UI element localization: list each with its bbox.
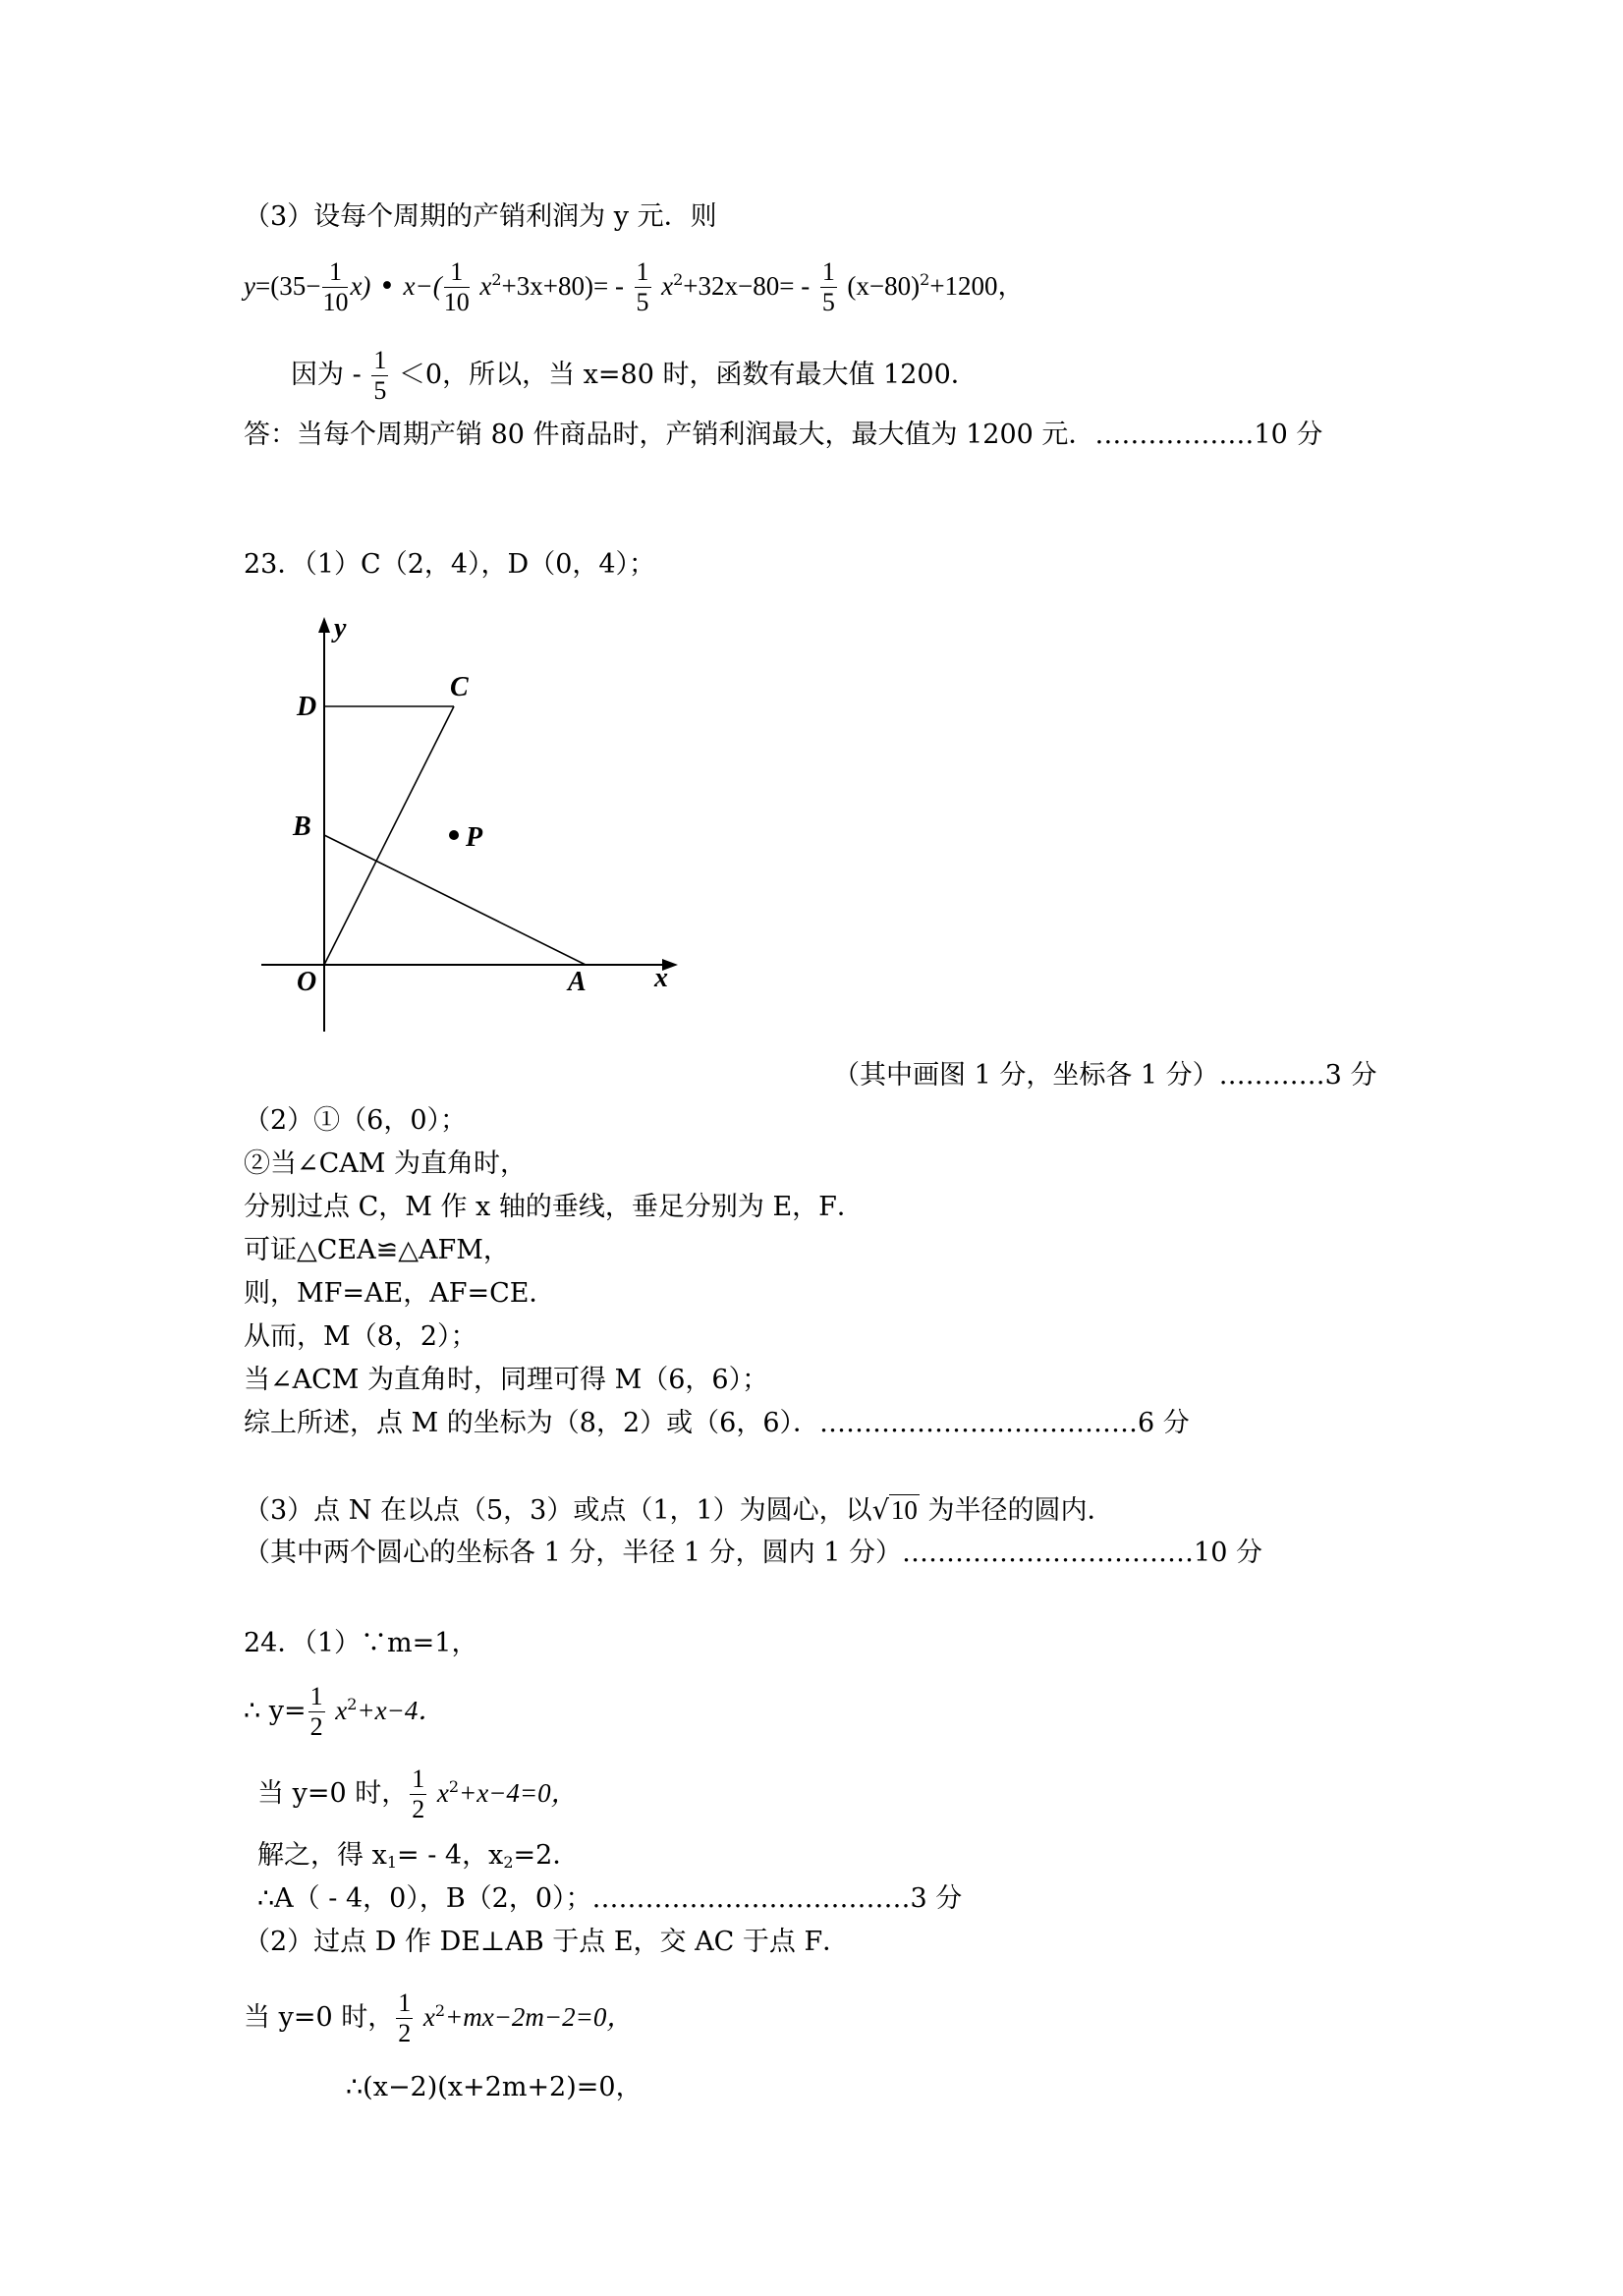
q24-eq3: 当 y=0 时， $\frac{1}{2}$ $x^2+mx-2m-2=0$， — [244, 1988, 634, 2047]
q24-part1: 24．（1）∵m=1， — [244, 1628, 478, 1658]
label-O: O — [297, 967, 317, 997]
q23-part2-2: ②当∠CAM 为直角时， — [244, 1148, 528, 1179]
y-axis-arrow — [318, 617, 330, 633]
fraction-1-5: $\frac{1}{5}$ — [373, 346, 387, 405]
coordinate-figure — [246, 609, 698, 1041]
sqrt-10: √10 — [871, 1495, 918, 1526]
eq-part: +1200， — [929, 271, 1025, 301]
q23-part2-7: 当∠ACM 为直角时，同理可得 M（6，6）； — [244, 1365, 769, 1395]
eq-part: x — [661, 271, 674, 301]
dot-operator: • — [379, 271, 395, 302]
label-A: A — [568, 967, 587, 997]
q22-answer: 答：当每个周期产销 80 件商品时，产销利润最大，最大值为 1200 元．………………10 分 — [244, 420, 1323, 450]
q23-part1: 23．（1）C（2，4），D（0，4）； — [244, 549, 656, 580]
eq-part: (x−80) — [847, 271, 921, 301]
label-P: P — [466, 822, 483, 853]
q23-part2-4: 可证△CEA≌△AFM， — [244, 1235, 510, 1265]
fraction-1-2: $\frac{1}{2}$ — [398, 1988, 412, 2047]
label-D: D — [297, 692, 317, 722]
eq-part: =(35− — [254, 271, 321, 301]
q23-part2-8: 综上所述，点 M 的坐标为（8，2）或（6，6）．………………………………6 分 — [244, 1408, 1190, 1438]
q23-part2-5: 则，MF=AE，AF=CE． — [244, 1278, 556, 1309]
label-B: B — [293, 812, 311, 842]
eq-part: x−( — [403, 271, 442, 301]
q22-profit-equation: y=(35− $\frac{1}{10}$ x) • x−( $\frac{1}{10}$ $x^2+3x+80)=$ - $\frac{1}{5}$ $x^2+32x-80=$ - $\frac{1}{5}$ $(x-80)^2+1200$， — [244, 257, 1025, 316]
q22-part3-intro: （3）设每个周期的产销利润为 y 元．则 — [244, 201, 717, 232]
q23-part3: （3）点 N 在以点（5，3）或点（1，1）为圆心，以√10 为半径的圆内． — [244, 1495, 1114, 1526]
label-x: x — [654, 963, 668, 993]
fraction-1-2: $\frac{1}{2}$ — [412, 1764, 425, 1823]
q23-part2-1: （2）①（6，0）； — [244, 1105, 468, 1136]
q24-eq4: ∴(x−2)(x+2m+2)=0， — [346, 2072, 643, 2102]
label-C: C — [450, 672, 469, 702]
q24-part2: （2）过点 D 作 DE⊥AB 于点 E，交 AC 于点 F． — [244, 1927, 850, 1957]
eq-part: +3x+80)= - — [501, 271, 624, 301]
eq-part: x — [479, 271, 492, 301]
fraction-1-2: $\frac{1}{2}$ — [309, 1682, 323, 1741]
fraction-1-5: $\frac{1}{5}$ — [821, 257, 835, 316]
q23-score1: （其中画图 1 分，坐标各 1 分）…………3 分 — [833, 1060, 1377, 1091]
fraction-1-10: $\frac{1}{10}$ — [443, 257, 470, 316]
q24-eq1: ∴ y= $\frac{1}{2}$ $x^2+x-4$． — [244, 1682, 445, 1741]
eq-part: x) — [350, 271, 371, 301]
q23-part3-score: （其中两个圆心的坐标各 1 分，半径 1 分，圆内 1 分）……………………………10 分 — [244, 1538, 1262, 1568]
fraction-1-5: $\frac{1}{5}$ — [636, 257, 649, 316]
q24-solve: 解之，得 $x_1= - 4$，$x_2=2$． — [257, 1840, 580, 1872]
eq-part: +32x−80= - — [683, 271, 811, 301]
segment-BA — [324, 835, 586, 965]
q22-because-line: 因为 - $\frac{1}{5}$ ＜0，所以，当 x=80 时，函数有最大值 1200． — [291, 346, 978, 405]
eq-var-y: y — [244, 271, 255, 301]
q23-part2-6: 从而，M（8，2）； — [244, 1321, 477, 1352]
q24-points: ∴A（ - 4，0），B（2，0）；………………………………3 分 — [257, 1883, 963, 1914]
point-P — [449, 830, 459, 840]
segment-OC — [324, 706, 454, 965]
q23-part2-3: 分别过点 C，M 作 x 轴的垂线，垂足分别为 E，F． — [244, 1192, 864, 1222]
label-y: y — [334, 613, 347, 644]
fraction-1-10: $\frac{1}{10}$ — [322, 257, 349, 316]
q24-eq2: 当 y=0 时， $\frac{1}{2}$ $x^2+x-4=0$， — [257, 1764, 578, 1823]
